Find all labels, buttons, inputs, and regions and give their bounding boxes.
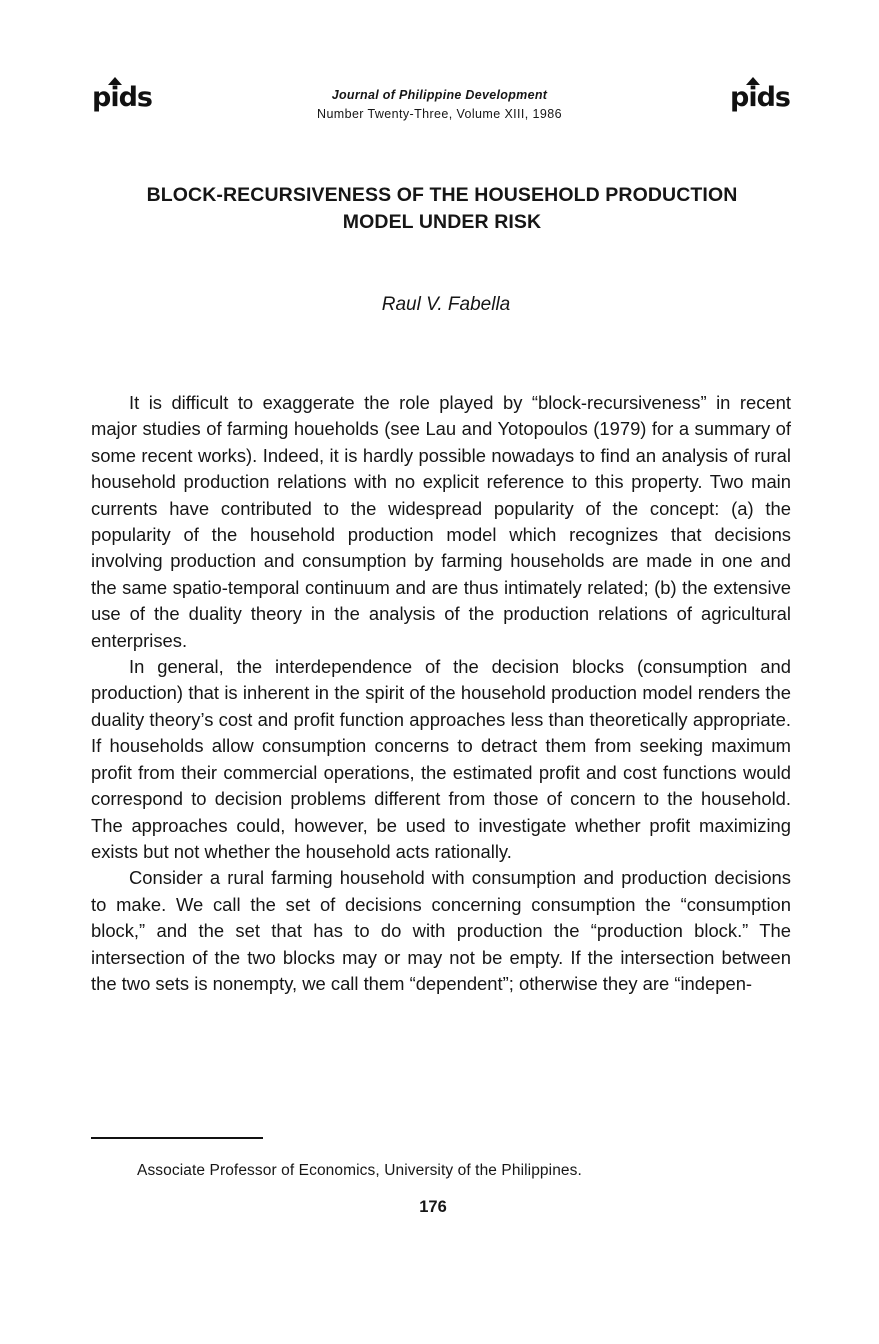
author-name: Raul V. Fabella [381,294,511,315]
pids-logo-right [730,84,790,111]
journal-name: Journal of Philippine Development [331,88,548,102]
article-title [0,182,879,236]
paragraph: In general, the interdependence of the decision blocks (consumption and production) that is inherent in the spirit of the household production model renders the duality theory’s cost and profit function approaches less than theoretically appropriate. If households allow consumption concerns to detract them from seeking maximum profit from their commercial operations, the estimated profit and cost functions would correspond to decision problems different from those of concern to the household. The approaches could, however, be used to investigate whether profit maximizing exists but not whether the household acts rationally. [91,656,791,862]
page-number: 176 [419,1198,447,1216]
title-line: BLOCK-RECURSIVENESS OF THE HOUSEHOLD PRODUCTION [146,184,738,206]
paragraph: Consider a rural farming household with consumption and production decisions to make. We call the set of decisions concerning consumption the “consumption block,” and the set that has to do with production the “production block.” The intersection of the two blocks may or may not be empty. If the intersection between the two sets is nonempty, we call them “dependent”; otherwise they are “indepen- [91,867,791,994]
paragraph: It is difficult to exaggerate the role played by “block-recursiveness” in recent major studies of farming houeholds (see Lau and Yotopoulos (1979) for a summary of some recent works). Indeed, it is hardly possible nowadays to find an analysis of rural household production relations with no explicit reference to this property. Two main currents have contributed to the widespread popularity of the concept: (a) the popularity of the household production model which recognizes that decisions involving production and consumption by farming households are made in one and the same spatio-temporal continuum and are thus intimately related; (b) the extensive use of the duality theory in the analysis of the production relations of agricultural enterprises. [91,392,791,651]
logo-triangle-icon [746,77,760,85]
journal-issue: Number Twenty-Three, Volume XIII, 1986 [317,107,562,121]
footnote-divider [91,1137,263,1139]
logo-text: pids [92,82,152,113]
footnote: Associate Professor of Economics, University of the Philippines. [137,1162,582,1179]
logo-triangle-icon [108,77,122,85]
article-body [91,390,791,997]
title-line: MODEL UNDER RISK [342,211,542,233]
logo-text: pids [730,82,790,113]
